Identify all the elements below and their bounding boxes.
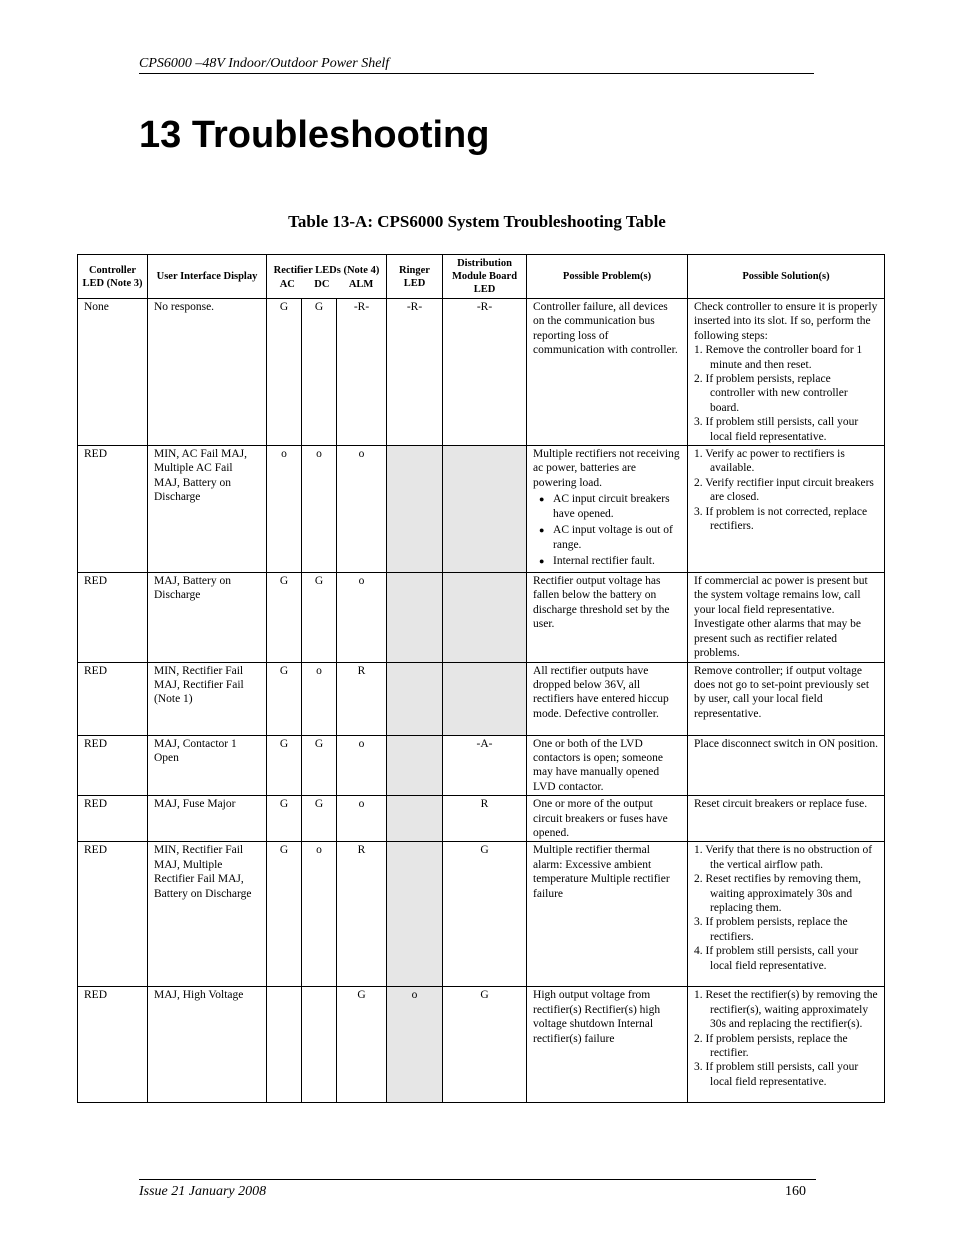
header-ac: AC (279, 279, 295, 290)
table-row (78, 842, 885, 987)
cell-problem: One or both of the LVD contactors is open; someone may have manually opened LVD contactor. (527, 735, 688, 796)
problem-bullet: ● AC input circuit breakers have opened. (533, 492, 681, 521)
table-row (78, 796, 885, 842)
header-dc: DC (314, 279, 330, 290)
solution-line: 3. If problem still persists, call your local field representative. (694, 416, 859, 443)
cell-ringer: -R- (387, 299, 443, 446)
header-solutions: Possible Solution(s) (688, 255, 885, 299)
cell-dc: G (302, 796, 337, 842)
cell-dc: o (302, 842, 337, 987)
problem-bullet: ● Internal rectifier fault. (533, 554, 681, 568)
cell-solutions (688, 987, 885, 1103)
solution-line: 1. Verify ac power to rectifiers is available. (694, 448, 845, 475)
cell-ringer (387, 573, 443, 662)
cell-controller-led: RED (78, 735, 148, 796)
table-caption: Table 13-A: CPS6000 System Troubleshooting Table (288, 212, 666, 231)
cell-alm: o (337, 573, 387, 662)
troubleshooting-table (77, 254, 885, 1103)
solution-line: 2. Verify rectifier input circuit breakers are closed. (694, 476, 874, 504)
cell-dc (302, 987, 337, 1103)
cell-solutions (688, 662, 885, 735)
solution-line: If commercial ac power is present but the system voltage remains low, call your local field representative. Investigate other alarms that may be present such as rectifier related problems. (694, 575, 868, 660)
cell-ui-display: MAJ, Battery on Discharge (148, 573, 267, 662)
cell-controller-led: RED (78, 446, 148, 573)
header-rectifier-leds-title: Rectifier LEDs (Note 4) (273, 265, 380, 276)
cell-solutions (688, 842, 885, 987)
header-alm: ALM (348, 279, 374, 290)
cell-solutions (688, 735, 885, 796)
page-number: 160 (785, 1184, 806, 1199)
solution-line: 2. If problem persists, replace the rectifier. (694, 1032, 848, 1059)
footer-issue: Issue 21 January 2008 (139, 1184, 267, 1199)
cell-dist: -R- (443, 299, 527, 446)
cell-problem: Controller failure, all devices on the communication bus reporting loss of communication with controller. (527, 299, 688, 446)
cell-ui-display: No response. (148, 299, 267, 446)
cell-dist: R (443, 796, 527, 842)
problem-bullet: ● AC input voltage is out of range. (533, 523, 681, 552)
header-ui-display: User Interface Display (148, 255, 267, 299)
table-row (78, 573, 885, 662)
header-problems: Possible Problem(s) (527, 255, 688, 299)
cell-ui-display: MIN, AC Fail MAJ, Multiple AC Fail MAJ, Battery on Discharge (148, 446, 267, 573)
solution-line: 3. If problem still persists, call your local field representative. (694, 1061, 859, 1088)
cell-dc: G (302, 735, 337, 796)
cell-ringer (387, 446, 443, 573)
cell-ringer (387, 842, 443, 987)
solution-line: 1. Verify that there is no obstruction of the vertical airflow path. (694, 844, 873, 871)
problem-bullet-list (533, 492, 681, 568)
cell-dist: -A- (443, 735, 527, 796)
cell-dc: G (302, 299, 337, 446)
header-ringer-led: Ringer LED (387, 255, 443, 299)
solution-line: 1. Reset the rectifier(s) by removing the rectifier(s), waiting approximately 30s and replacing the rectifier(s). (694, 989, 878, 1031)
cell-ac: G (267, 735, 302, 796)
cell-solutions (688, 446, 885, 573)
cell-dist: G (443, 842, 527, 987)
solution-line: 2. If problem persists, replace controller with new controller board. (694, 373, 848, 414)
cell-ac: o (267, 446, 302, 573)
table-row (78, 446, 885, 573)
solution-line: Reset circuit breakers or replace fuse. (694, 798, 868, 811)
chapter-title: 13 Troubleshooting (139, 114, 490, 156)
cell-solutions (688, 299, 885, 446)
solution-line: 3. If problem persists, replace the rectifiers. (694, 916, 848, 943)
solution-line: 4. If problem still persists, call your local field representative. (694, 945, 859, 972)
table-row (78, 662, 885, 735)
cell-dc: o (302, 446, 337, 573)
solution-line: Check controller to ensure it is properly inserted into its slot. If so, perform the following steps: (694, 301, 878, 342)
cell-alm: -R- (337, 299, 387, 446)
cell-ac: G (267, 796, 302, 842)
cell-alm: o (337, 796, 387, 842)
cell-controller-led: RED (78, 796, 148, 842)
cell-ringer (387, 735, 443, 796)
cell-problem: All rectifier outputs have dropped below 36V, all rectifiers have entered hiccup mode. Defective controller. (527, 662, 688, 735)
cell-controller-led: RED (78, 987, 148, 1103)
table-row (78, 987, 885, 1103)
cell-alm: R (337, 842, 387, 987)
cell-dist (443, 662, 527, 735)
cell-ac (267, 987, 302, 1103)
cell-ac: G (267, 842, 302, 987)
cell-dist: G (443, 987, 527, 1103)
cell-controller-led: None (78, 299, 148, 446)
table-row (78, 735, 885, 796)
cell-alm: G (337, 987, 387, 1103)
solution-line: Place disconnect switch in ON position. (694, 737, 878, 750)
cell-ui-display: MAJ, Contactor 1 Open (148, 735, 267, 796)
solution-line: 3. If problem is not corrected, replace rectifiers. (694, 505, 868, 533)
cell-ringer: o (387, 987, 443, 1103)
cell-ac: G (267, 573, 302, 662)
cell-dist (443, 446, 527, 573)
cell-problem (527, 446, 688, 573)
header-controller-led: Controller LED (Note 3) (78, 255, 148, 299)
cell-problem: One or more of the output circuit breakers or fuses have opened. (527, 796, 688, 842)
problem-text: Multiple rectifiers not receiving ac power, batteries are powering load. (533, 448, 680, 489)
cell-problem: Multiple rectifier thermal alarm: Excessive ambient temperature Multiple rectifier failure (527, 842, 688, 987)
cell-ringer (387, 662, 443, 735)
table-row (78, 299, 885, 446)
cell-problem: Rectifier output voltage has fallen below the battery on discharge threshold set by the user. (527, 573, 688, 662)
solution-line: Remove controller; if output voltage does not go to set-point previously set by user, call your local field representative. (694, 664, 870, 720)
table-header-row (78, 255, 885, 299)
solution-line: 1. Remove the controller board for 1 minute and then reset. (694, 344, 863, 371)
cell-ui-display: MAJ, Fuse Major (148, 796, 267, 842)
cell-ac: G (267, 299, 302, 446)
running-footer (139, 1179, 816, 1200)
running-header: CPS6000 –48V Indoor/Outdoor Power Shelf (139, 56, 814, 74)
solution-line: 2. Reset rectifies by removing them, waiting approximately 30s and replacing them. (694, 873, 862, 914)
cell-dc: o (302, 662, 337, 735)
cell-controller-led: RED (78, 842, 148, 987)
cell-ringer (387, 796, 443, 842)
cell-controller-led: RED (78, 573, 148, 662)
cell-alm: R (337, 662, 387, 735)
cell-controller-led: RED (78, 662, 148, 735)
cell-ui-display: MIN, Rectifier Fail MAJ, Multiple Rectifier Fail MAJ, Battery on Discharge (148, 842, 267, 987)
cell-alm: o (337, 735, 387, 796)
cell-ui-display: MIN, Rectifier Fail MAJ, Rectifier Fail (Note 1) (148, 662, 267, 735)
cell-problem: High output voltage from rectifier(s) Rectifier(s) high voltage shutdown Internal rectifier(s) failure (527, 987, 688, 1103)
cell-solutions (688, 796, 885, 842)
cell-dc: G (302, 573, 337, 662)
cell-ac: G (267, 662, 302, 735)
cell-dist (443, 573, 527, 662)
cell-solutions (688, 573, 885, 662)
header-rectifier-leds (267, 255, 387, 299)
cell-alm: o (337, 446, 387, 573)
header-dist-led: Distribution Module Board LED (443, 255, 527, 299)
cell-ui-display: MAJ, High Voltage (148, 987, 267, 1103)
